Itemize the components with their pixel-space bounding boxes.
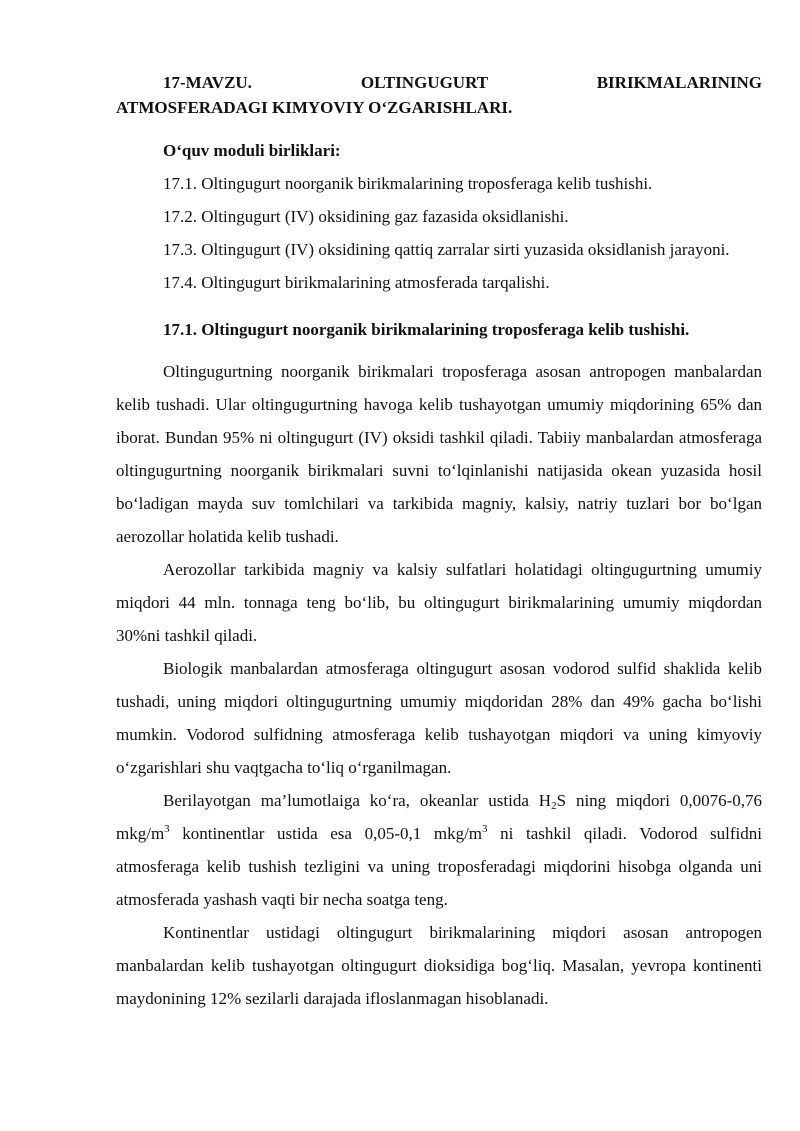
superscript: 3	[164, 823, 170, 835]
text-run: Berilayotgan ma’lumotlaiga ko‘ra, okeanlar ustida H	[163, 791, 552, 810]
topic-title	[116, 70, 762, 120]
objectives-heading: O‘quv moduli birliklari:	[163, 141, 341, 160]
objective-item: 17.4. Oltingugurt birikmalarining atmosferada tarqalishi.	[163, 273, 550, 292]
text-run: kontinentlar ustida esa 0,05-0,1 mkg/m	[169, 824, 483, 843]
objectives-list	[116, 167, 762, 299]
objective-item: 17.3. Oltingugurt (IV) oksidining qattiq zarralar sirti yuzasida oksidlanish jarayoni.	[163, 240, 730, 259]
objective-item: 17.1. Oltingugurt noorganik birikmalarining troposferaga kelib tushishi.	[163, 174, 653, 193]
subscript: 2	[551, 800, 557, 812]
topic-title-line-1: 17-MAVZU. OLTINGUGURT BIRIKMALARINING	[163, 73, 762, 92]
topic-title-line-2: ATMOSFERADAGI KIMYOVIY O‘ZGARISHLARI.	[116, 98, 513, 117]
text-run: S ning miqdori 0,0076-0,76 mkg/m	[116, 791, 763, 843]
section-heading: 17.1. Oltingugurt noorganik birikmalarining troposferaga kelib tushishi.	[163, 320, 690, 339]
text-run: ni tashkil qiladi. Vodorod sulfidni atmosferaga kelib tushish tezligini va uning troposferadagi miqdorini hisobga olganda uni atmosferada yashash vaqti bir necha soatga teng.	[116, 824, 762, 909]
paragraph-with-formulas	[116, 784, 762, 916]
objective-item: 17.2. Oltingugurt (IV) oksidining gaz fazasida oksidlanishi.	[163, 207, 569, 226]
paragraph: Biologik manbalardan atmosferaga oltingugurt asosan vodorod sulfid shaklida kelib tushadi, uning miqdori oltingugurtning umumiy miqdoridan 28% dan 49% gacha bo‘lishi mumkin. Vodorod sulfidning atmosferaga kelib tushayotgan miqdori va uning kimyoviy o‘zgarishlari shu vaqtgacha to‘liq o‘rganilmagan.	[116, 659, 762, 777]
paragraph: Kontinentlar ustidagi oltingugurt birikmalarining miqdori asosan antropogen manbalardan kelib tushayotgan oltingugurt dioksidiga bog‘liq. Masalan, yevropa kontinenti maydonining 12% sezilarli darajada ifloslanmagan hisoblanadi.	[116, 923, 762, 1008]
section-body	[116, 355, 762, 1015]
paragraph: Aerozollar tarkibida magniy va kalsiy sulfatlari holatidagi oltingugurtning umumiy miqdori 44 mln. tonnaga teng bo‘lib, bu oltingugurt birikmalarining umumiy miqdordan 30%ni tashkil qiladi.	[116, 560, 762, 645]
document-page	[116, 70, 762, 1015]
superscript: 3	[482, 823, 488, 835]
paragraph: Oltingugurtning noorganik birikmalari troposferaga asosan antropogen manbalardan kelib tushadi. Ular oltingugurtning havoga kelib tushayotgan umumiy miqdorining 65% dan iborat. Bundan 95% ni oltingugurt (IV) oksidi tashkil qiladi. Tabiiy manbalardan atmosferaga oltingugurtning noorganik birikmalari suvni to‘lqinlanishi natijasida okean yuzasida hosil bo‘ladigan mayda suv tomlchilari va tarkibida magniy, kalsiy, natriy tuzlari bor bo‘lgan aerozollar holatida kelib tushadi.	[116, 362, 762, 546]
